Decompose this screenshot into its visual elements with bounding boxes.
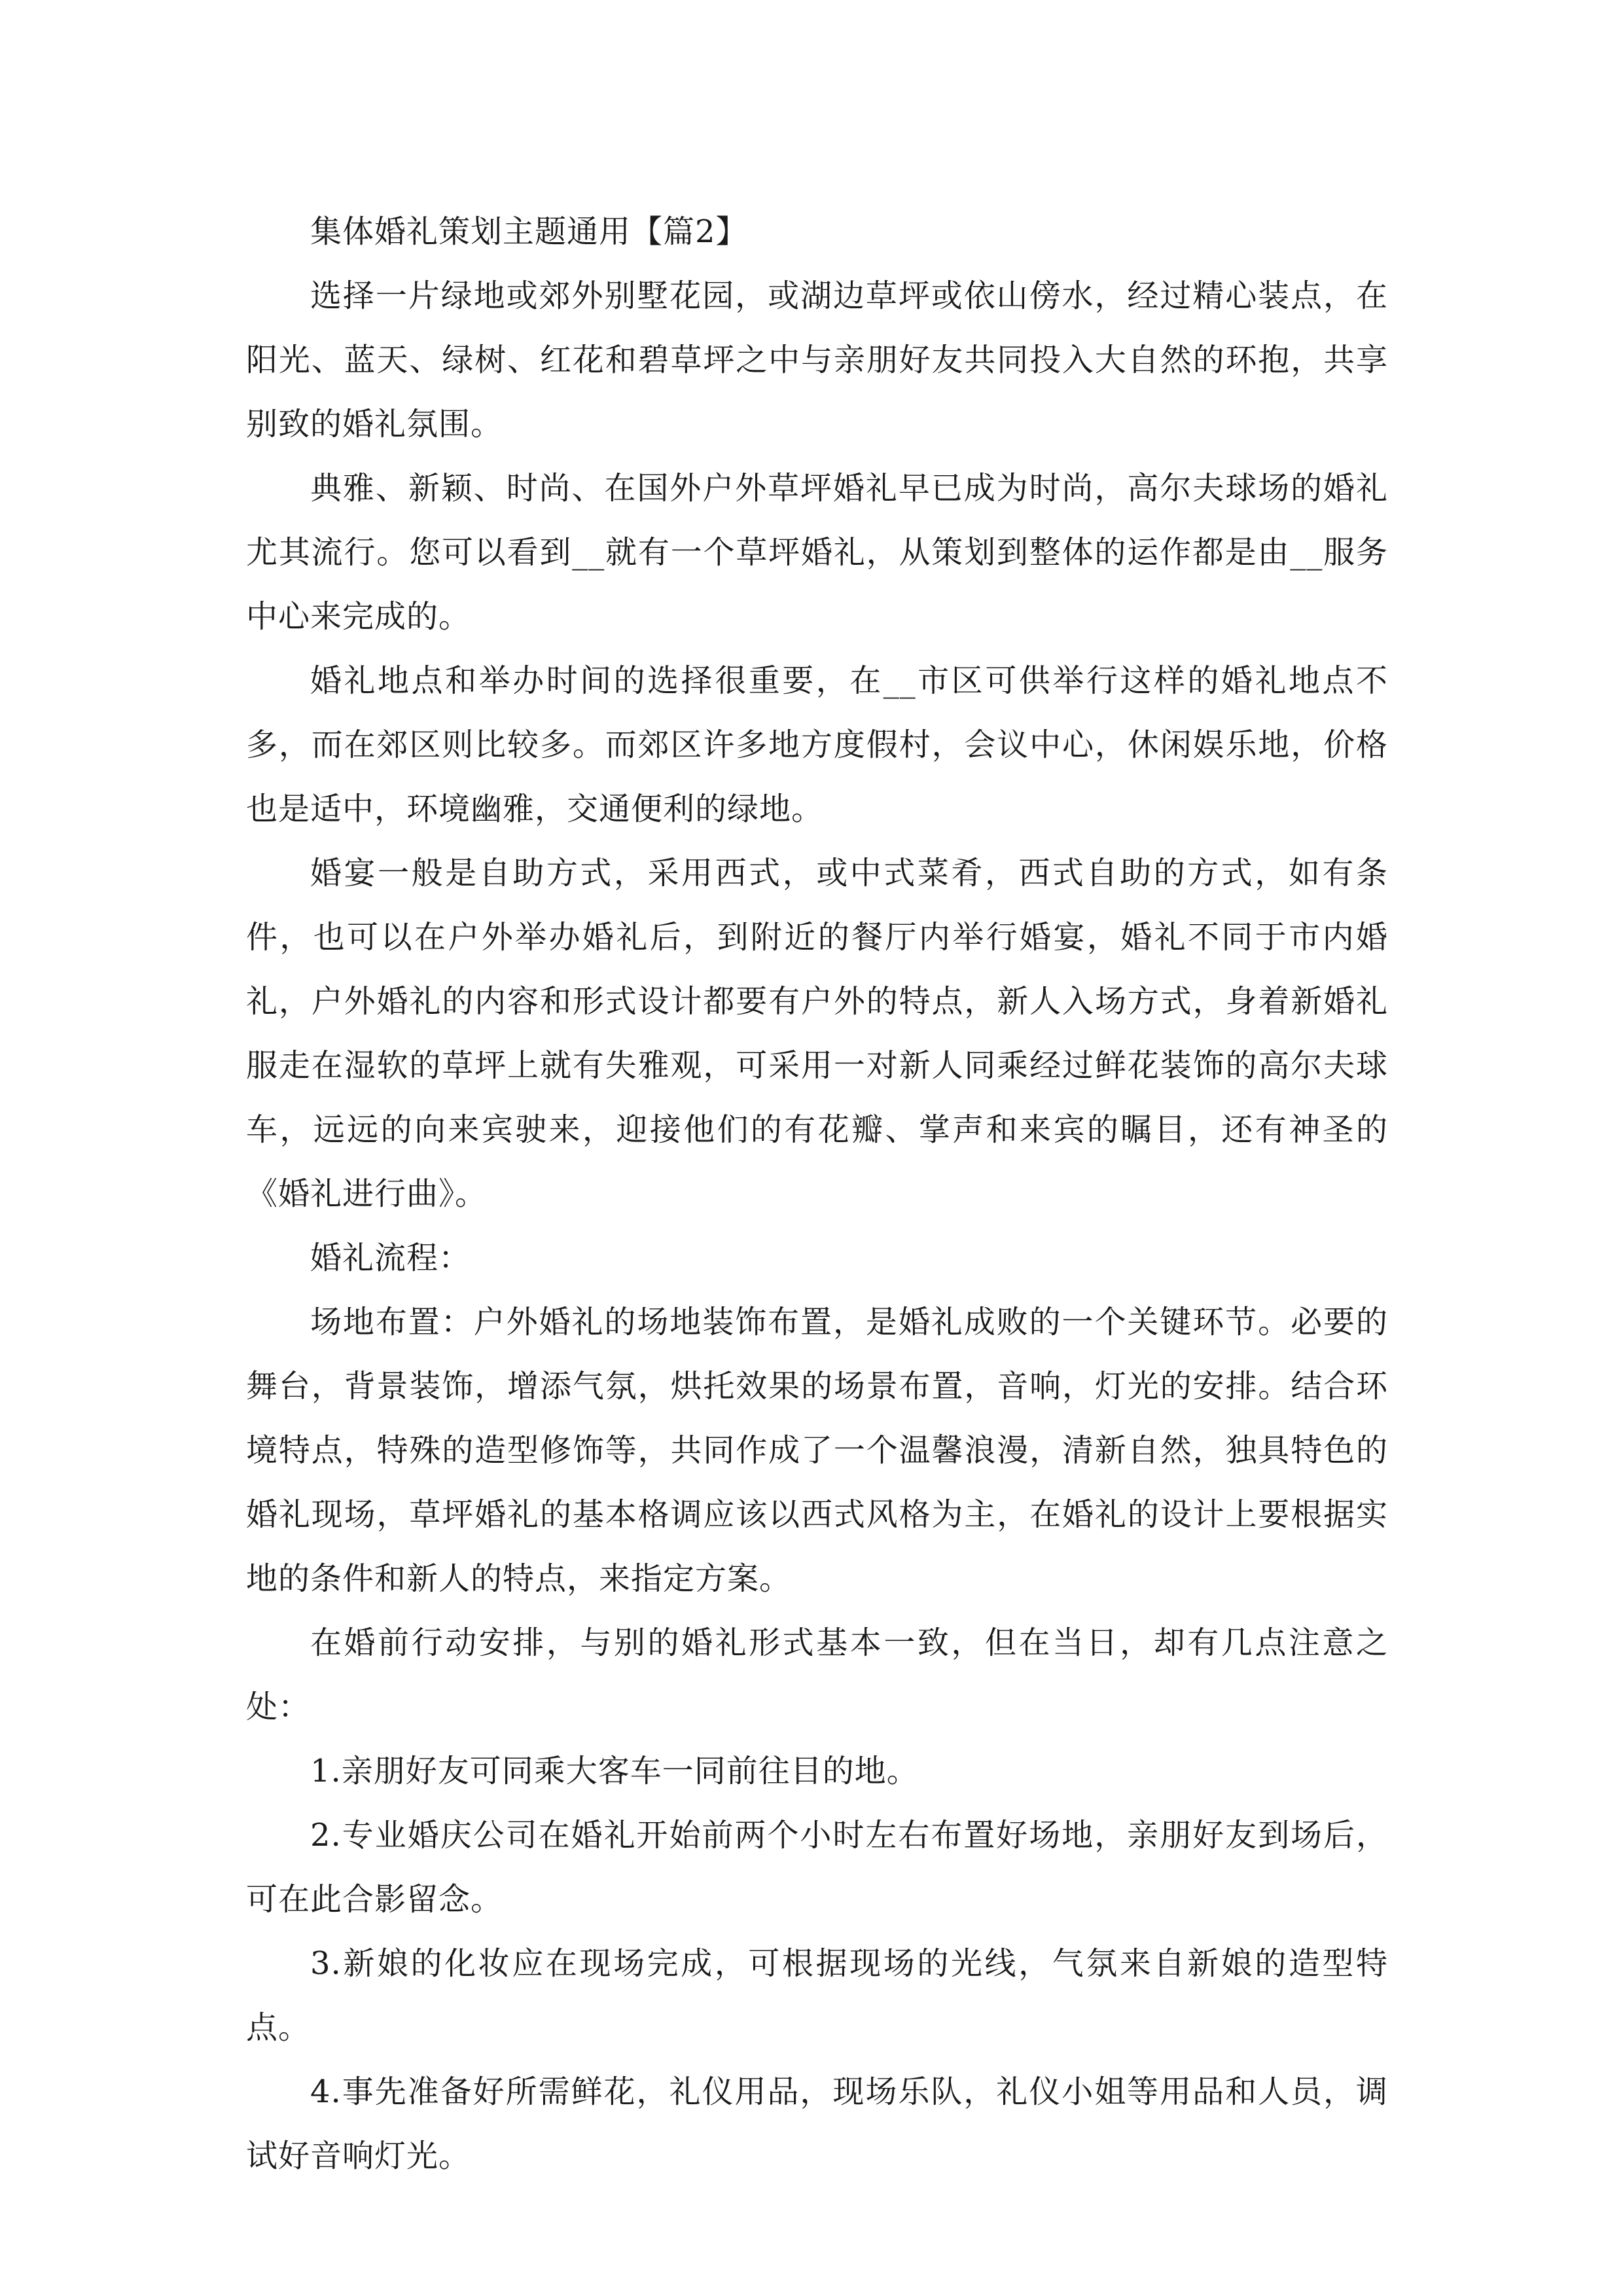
document-title: 集体婚礼策划主题通用【篇2】 xyxy=(310,213,748,250)
paragraph-day-notes: 在婚前行动安排，与别的婚礼形式基本一致，但在当日，却有几点注意之处： xyxy=(246,1624,1388,1725)
list-item-4: 4.事先准备好所需鲜花，礼仪用品，现场乐队，礼仪小姐等用品和人员，调试好音响灯光。 xyxy=(246,2073,1388,2174)
paragraph-lawn-wedding-trend: 典雅、新颖、时尚、在国外户外草坪婚礼早已成为时尚，高尔夫球场的婚礼尤其流行。您可以看到__就有一个草坪婚礼，从策划到整体的运作都是由__服务中心来完成的。 xyxy=(246,470,1388,635)
paragraph-banquet: 婚宴一般是自助方式，采用西式，或中式菜肴，西式自助的方式，如有条件，也可以在户外举办婚礼后，到附近的餐厅内举行婚宴，婚礼不同于市内婚礼，户外婚礼的内容和形式设计都要有户外的特点，新人入场方式，身着新婚礼服走在湿软的草坪上就有失雅观，可采用一对新人同乘经过鲜花装饰的高尔夫球车，远远的向来宾驶来，迎接他们的有花瓣、掌声和来宾的瞩目，还有神圣的《婚礼进行曲》。 xyxy=(246,855,1388,1212)
paragraph-location-time: 婚礼地点和举办时间的选择很重要，在__市区可供举行这样的婚礼地点不多，而在郊区则比较多。而郊区许多地方度假村，会议中心，休闲娱乐地，价格也是适中，环境幽雅，交通便利的绿地。 xyxy=(246,662,1388,827)
paragraph-process-heading: 婚礼流程： xyxy=(310,1240,471,1276)
paragraph-venue-layout: 场地布置：户外婚礼的场地装饰布置，是婚礼成败的一个关键环节。必要的舞台，背景装饰，增添气氛，烘托效果的场景布置，音响，灯光的安排。结合环境特点，特殊的造型修饰等，共同作成了一个温馨浪漫，清新自然，独具特色的婚礼现场，草坪婚礼的基本格调应该以西式风格为主，在婚礼的设计上要根据实地的条件和新人的特点，来指定方案。 xyxy=(246,1304,1388,1597)
paragraph-venue-choice: 选择一片绿地或郊外别墅花园，或湖边草坪或依山傍水，经过精心装点，在阳光、蓝天、绿树、红花和碧草坪之中与亲朋好友共同投入大自然的环抱，共享别致的婚礼氛围。 xyxy=(246,278,1388,442)
list-item-3: 3.新娘的化妆应在现场完成，可根据现场的光线，气氛来自新娘的造型特点。 xyxy=(246,1945,1388,2046)
document-body xyxy=(246,200,1388,2188)
list-item-2: 2.专业婚庆公司在婚礼开始前两个小时左右布置好场地，亲朋好友到场后，可在此合影留念。 xyxy=(246,1817,1388,1918)
list-item-1: 1.亲朋好友可同乘大客车一同前往目的地。 xyxy=(310,1753,919,1789)
